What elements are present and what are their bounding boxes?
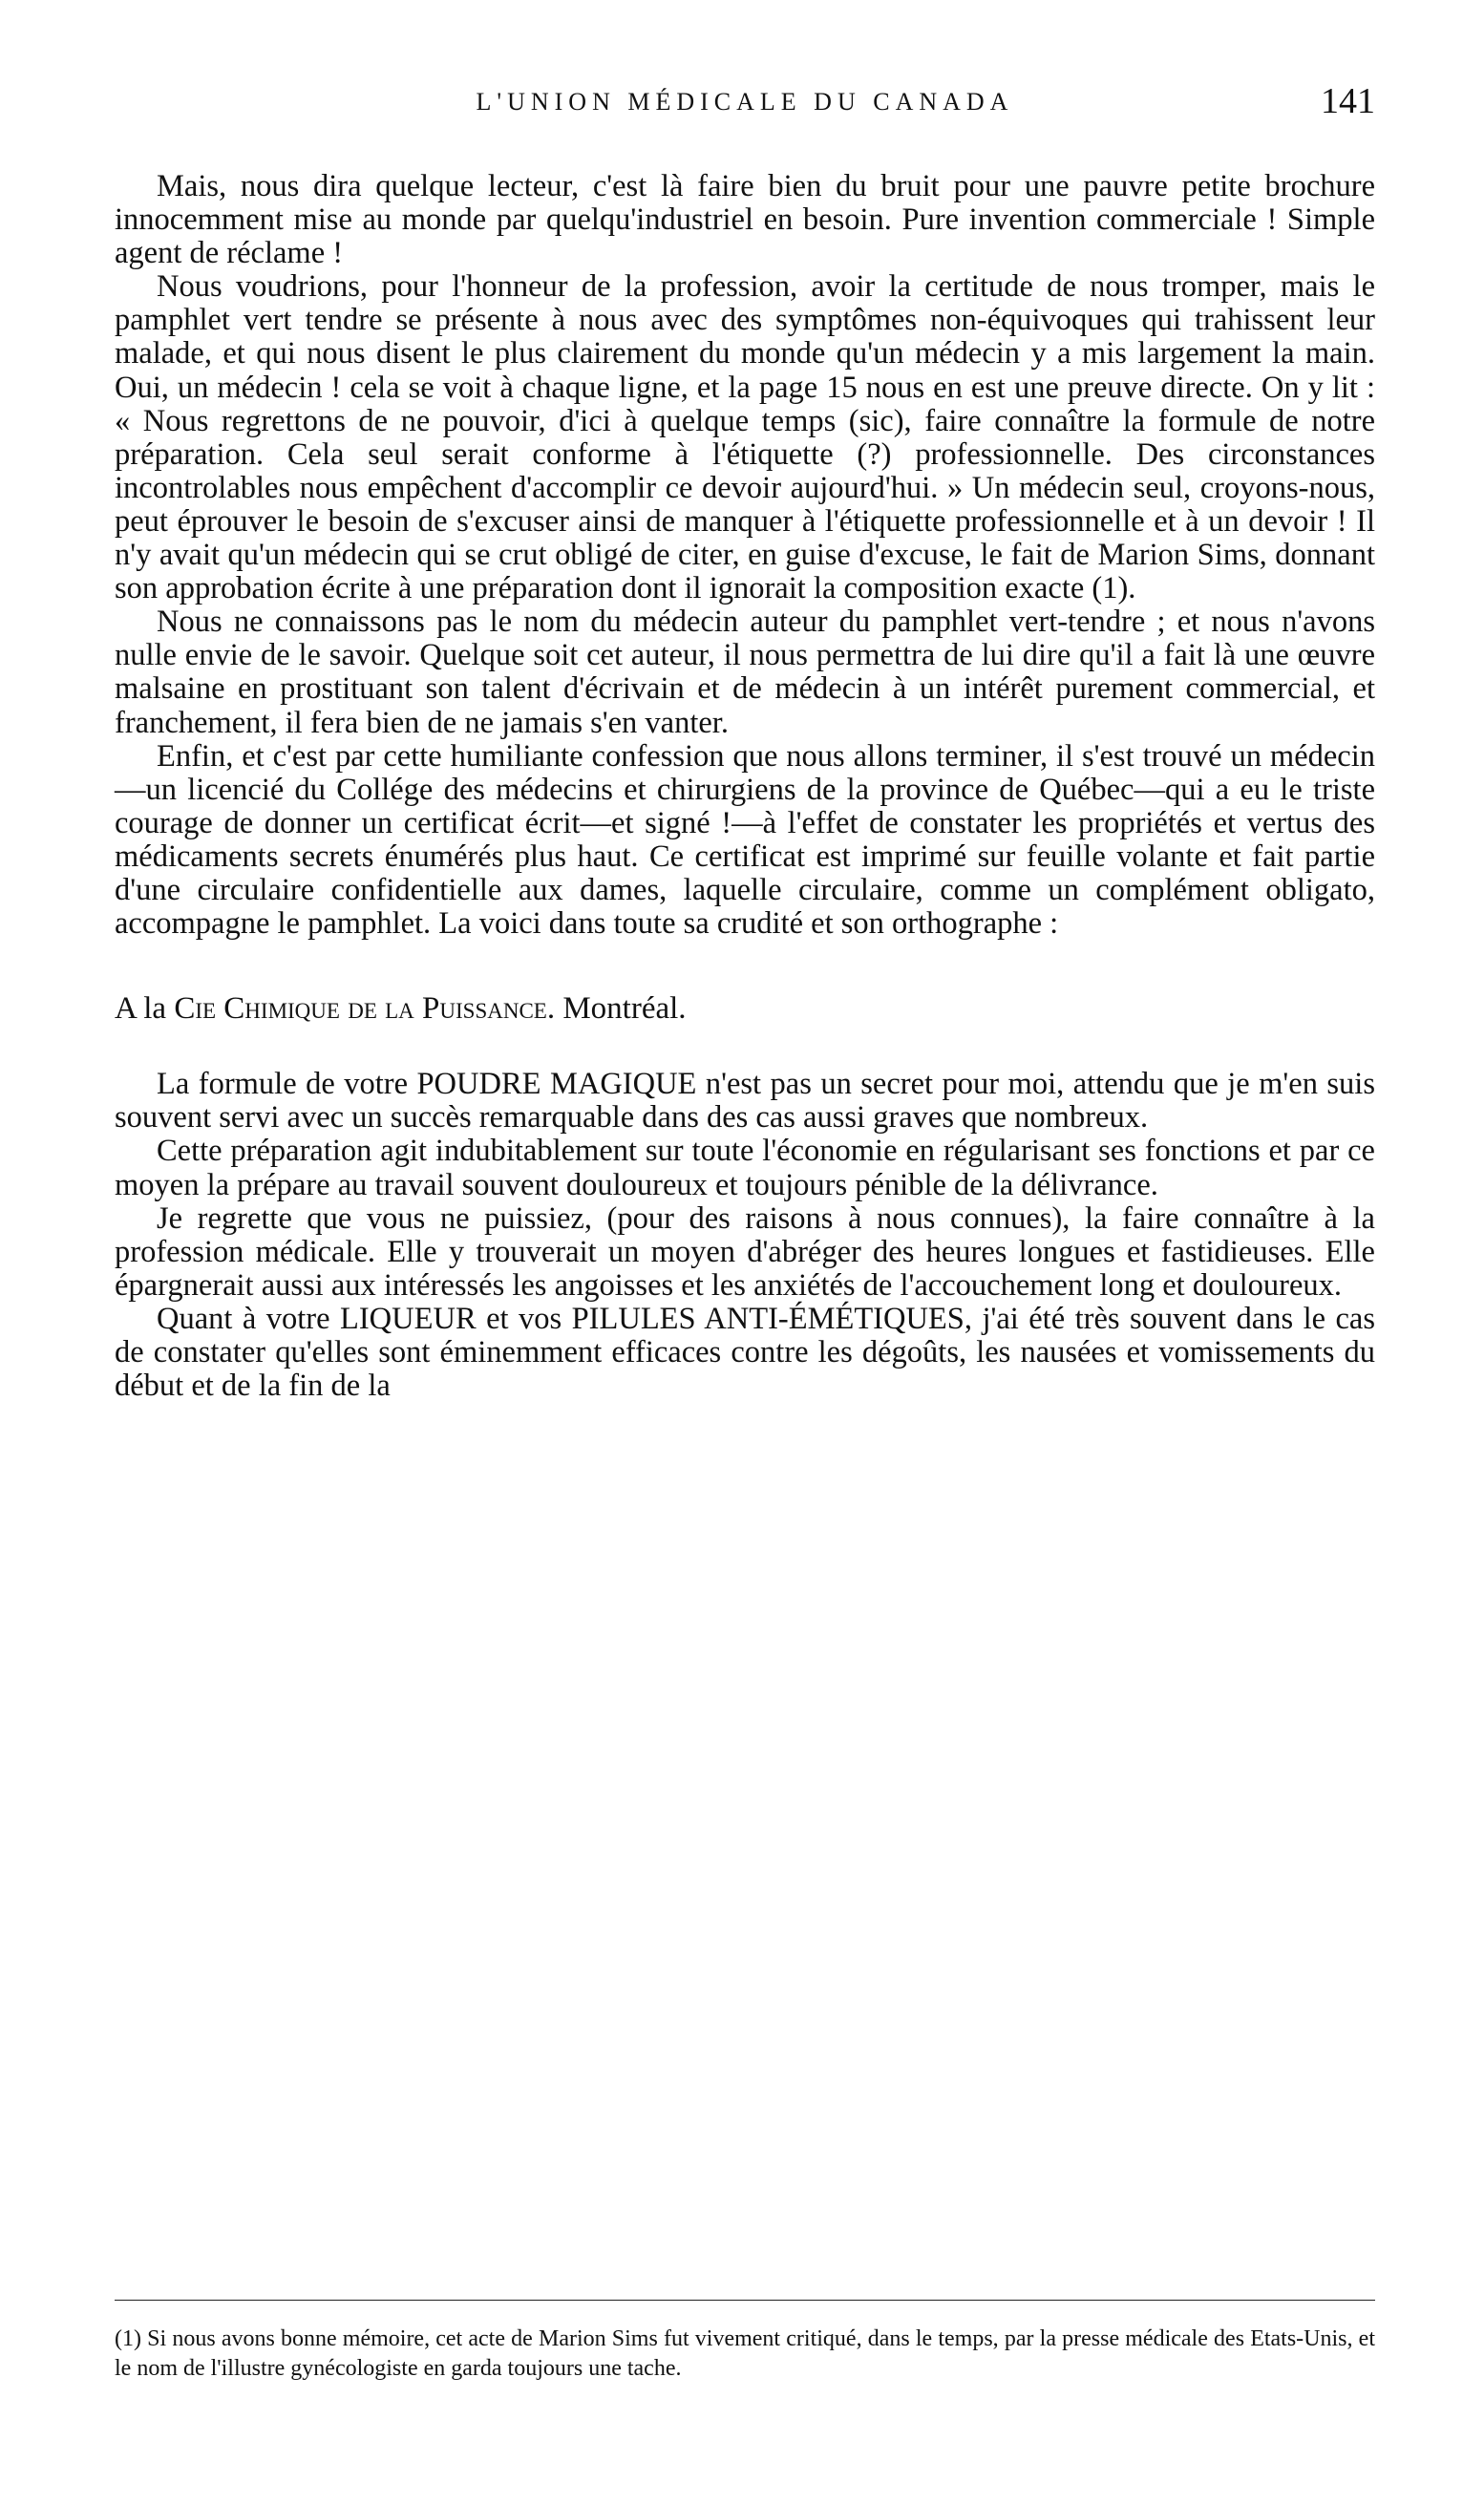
footnote: (1) Si nous avons bonne mémoire, cet acte de Marion Sims fut vivement critiqué, dans le temps, par la presse médicale des Etats-Unis, et le nom de l'illustre gynécologiste en garda toujours une tache. [115,2326,1375,2381]
running-head [115,81,1375,136]
addressee-city: . Montréal. [546,991,687,1027]
article-body [115,170,1375,1403]
addressee-prefix: A la [115,991,175,1027]
running-title: L'UNION MÉDICALE DU CANADA [476,88,1014,116]
letter-paragraph-2: Cette préparation agit indubitablement sur toute l'économie en régularisant ses fonctions et par ce moyen la prépare au travail souvent douloureux et toujours pénible de la délivrance. [115,1134,1375,1202]
letter-paragraph-1: La formule de votre POUDRE MAGIQUE n'est pas un secret pour moi, attendu que je m'en suis souvent servi avec un succès remarquable dans des cas aussi graves que nombreux. [115,1067,1375,1136]
letter-paragraph-3: Je regrette que vous ne puissiez, (pour des raisons à nous connues), la faire connaître à la profession médicale. Elle y trouverait un moyen d'abréger des heures longues et fastidieuses. Elle épargnerait aussi aux intéressés les angoisses et les anxiétés de l'accouchement long et douloureux. [115,1200,1375,1303]
addressee-name: Cie Chimique de la Puissance [174,991,547,1027]
page-number: 141 [1321,81,1375,121]
footnote-divider [115,2300,1375,2301]
paragraph-1: Mais, nous dira quelque lecteur, c'est là faire bien du bruit pour une pauvre petite brochure innocemment mise au monde par quelqu'industriel en besoin. Pure invention commerciale ! Simple agent de réclame ! [115,169,1375,271]
paragraph-3: Nous ne connaissons pas le nom du médecin auteur du pamphlet vert-tendre ; et nous n'avons nulle envie de le savoir. Quelque soit cet auteur, il nous permettra de lui dire qu'il a fait là une œuvre malsaine en prostituant son talent d'écrivain et de médecin à un intérêt purement commercial, et franchement, il fera bien de ne jamais s'en vanter. [115,605,1375,740]
paragraph-2: Nous voudrions, pour l'honneur de la profession, avoir la certitude de nous tromper, mais le pamphlet vert tendre se présente à nous avec des symptômes non-équivoques qui trahissent leur malade, et qui nous disent le plus clairement du monde qu'un médecin y a mis largement la main. Oui, un médecin ! cela se voit à chaque ligne, et la page 15 nous en est une preuve directe. On y lit : « Nous regrettons de ne pouvoir, d'ici à quelque temps (sic), faire connaître la formule de notre préparation. Cela seul serait conforme à l'étiquette (?) professionnelle. Des circonstances incontrolables nous empêchent d'accomplir ce devoir aujourd'hui. » Un médecin seul, croyons-nous, peut éprouver le besoin de s'excuser ainsi de manquer à l'étiquette professionnelle et à un devoir ! Il n'y avait qu'un médecin qui se crut obligé de citer, en guise d'excuse, le fait de Marion Sims, donnant son approbation écrite à une préparation dont il ignorait la composition exacte (1). [115,269,1375,606]
paragraph-4: Enfin, et c'est par cette humiliante confession que nous allons terminer, il s'est trouvé un médecin—un licencié du Collége des médecins et chirurgiens de la province de Québec—qui a eu le triste courage de donner un certificat écrit—et signé !—à l'effet de constater les propriétés et vertus des médicaments secrets énumérés plus haut. Ce certificat est imprimé sur feuille volante et fait partie d'une circulaire confidentielle aux dames, laquelle circulaire, comme un complément obligato, accompagne le pamphlet. La voici dans toute sa crudité et son orthographe : [115,738,1375,942]
letter-addressee [115,992,1375,1026]
letter-paragraph-4: Quant à votre LIQUEUR et vos PILULES ANTI-ÉMÉTIQUES, j'ai été très souvent dans le cas de constater qu'elles sont éminemment efficaces contre les dégoûts, les nausées et vomissements du début et de la fin de la [115,1301,1375,1404]
